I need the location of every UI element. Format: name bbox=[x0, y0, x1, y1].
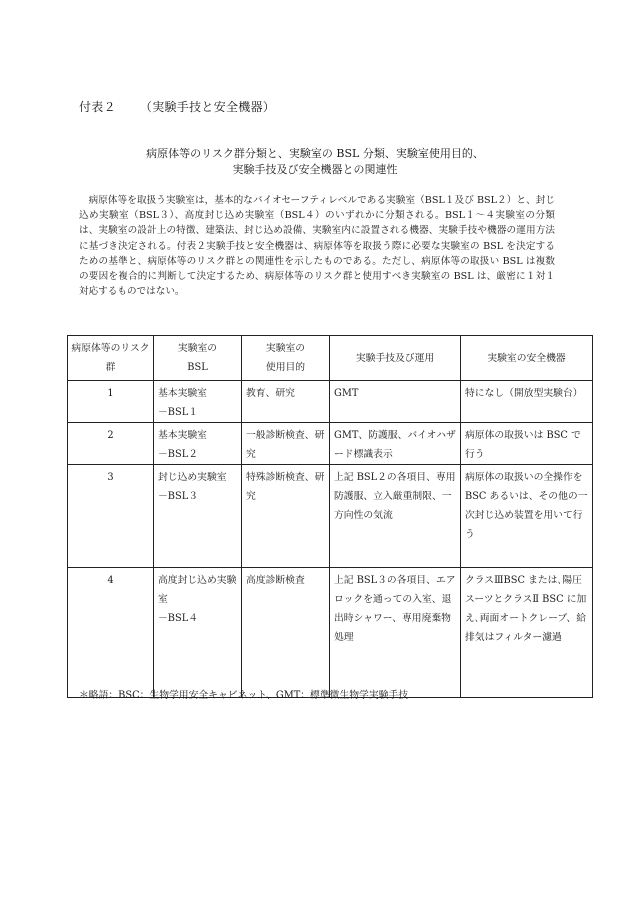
cell-purpose: 一般診断検査、研究 bbox=[242, 423, 330, 465]
cell-risk: 3 bbox=[68, 465, 154, 568]
cell-purpose: 高度診断検査 bbox=[242, 568, 330, 698]
table-row bbox=[68, 568, 593, 698]
appendix-heading bbox=[79, 98, 275, 115]
cell-bsl: 基本実験室 －BSL１ bbox=[154, 381, 242, 423]
table-header-row bbox=[68, 336, 593, 381]
cell-equipment: 特になし（開放型実験台） bbox=[461, 381, 593, 423]
appendix-number: 付表２ bbox=[79, 100, 116, 114]
cell-bsl: 高度封じ込め実験室 －BSL４ bbox=[154, 568, 242, 698]
cell-technique: GMT、防護服、バイオハザード標識表示 bbox=[330, 423, 461, 465]
header-technique: 実験手技及び運用 bbox=[330, 336, 461, 381]
subtitle-line-1: 病原体等のリスク群分類と、実験室の BSL 分類、実験室使用目的、 bbox=[146, 147, 484, 160]
cell-equipment: 病原体の取扱いは BSC で行う bbox=[461, 423, 593, 465]
bsl-table bbox=[67, 335, 593, 698]
cell-technique: GMT bbox=[330, 381, 461, 423]
cell-purpose: 教育、研究 bbox=[242, 381, 330, 423]
cell-risk: 2 bbox=[68, 423, 154, 465]
table-row bbox=[68, 465, 593, 568]
cell-purpose: 特殊診断検査、研究 bbox=[242, 465, 330, 568]
header-equipment: 実験室の安全機器 bbox=[461, 336, 593, 381]
cell-technique: 上記 BSL２の各項目、専用防護服、立入厳重制限、一方向性の気流 bbox=[330, 465, 461, 568]
header-purpose: 実験室の 使用目的 bbox=[242, 336, 330, 381]
cell-technique: 上記 BSL３の各項目、エアロックを通っての入室、退出時シャワー、専用廃棄物処理 bbox=[330, 568, 461, 698]
intro-paragraph: 病原体等を取扱う実験室は，基本的なバイオセーフティレベルである実験室（BSL１及び BSL２）と、封じ込め実験室（BSL３）、高度封じ込め実験室（BSL４）のいずれかに分類される。BSL１～４実験室の分類は、実験室の設計上の特徴、建築法、封じ込め設備、実験室内に設置される機器、実験手技や機器の運用方法に基づき決定される。付表２実験手技と安全機器は、病原体等を取扱う際に必要な実験室の BSL を決定するための基準と、病原体等のリスク群との関連性を示したものである。ただし、病原体等の取扱い BSL は複数の要因を複合的に判断して決定するため、病原体等のリスク群と使用すべき実験室の BSL は、厳密に１対１対応するものではない。 bbox=[79, 195, 555, 298]
cell-bsl: 基本実験室 －BSL２ bbox=[154, 423, 242, 465]
header-risk-group: 病原体等のリスク群 bbox=[68, 336, 154, 381]
cell-risk: 4 bbox=[68, 568, 154, 698]
header-bsl: 実験室の BSL bbox=[154, 336, 242, 381]
subtitle-line-2: 実験手技及び安全機器との関連性 bbox=[232, 163, 398, 176]
table-row bbox=[68, 423, 593, 465]
cell-bsl: 封じ込め実験室 －BSL３ bbox=[154, 465, 242, 568]
table-row bbox=[68, 381, 593, 423]
cell-equipment: 病原体の取扱いの全操作を BSC あるいは、その他の一次封じ込め装置を用いて行う bbox=[461, 465, 593, 568]
appendix-title: （実験手技と安全機器） bbox=[139, 100, 276, 114]
abbreviation-footnote: ＊略語：BSC：生物学用安全キャビネット、GMT：標準微生物学実験手技 bbox=[79, 690, 409, 701]
cell-equipment: クラスⅢBSC または､陽圧スーツとクラスⅡ BSC に加え､両面オートクレーブ、給排気はフィルター濾過 bbox=[461, 568, 593, 698]
cell-risk: 1 bbox=[68, 381, 154, 423]
